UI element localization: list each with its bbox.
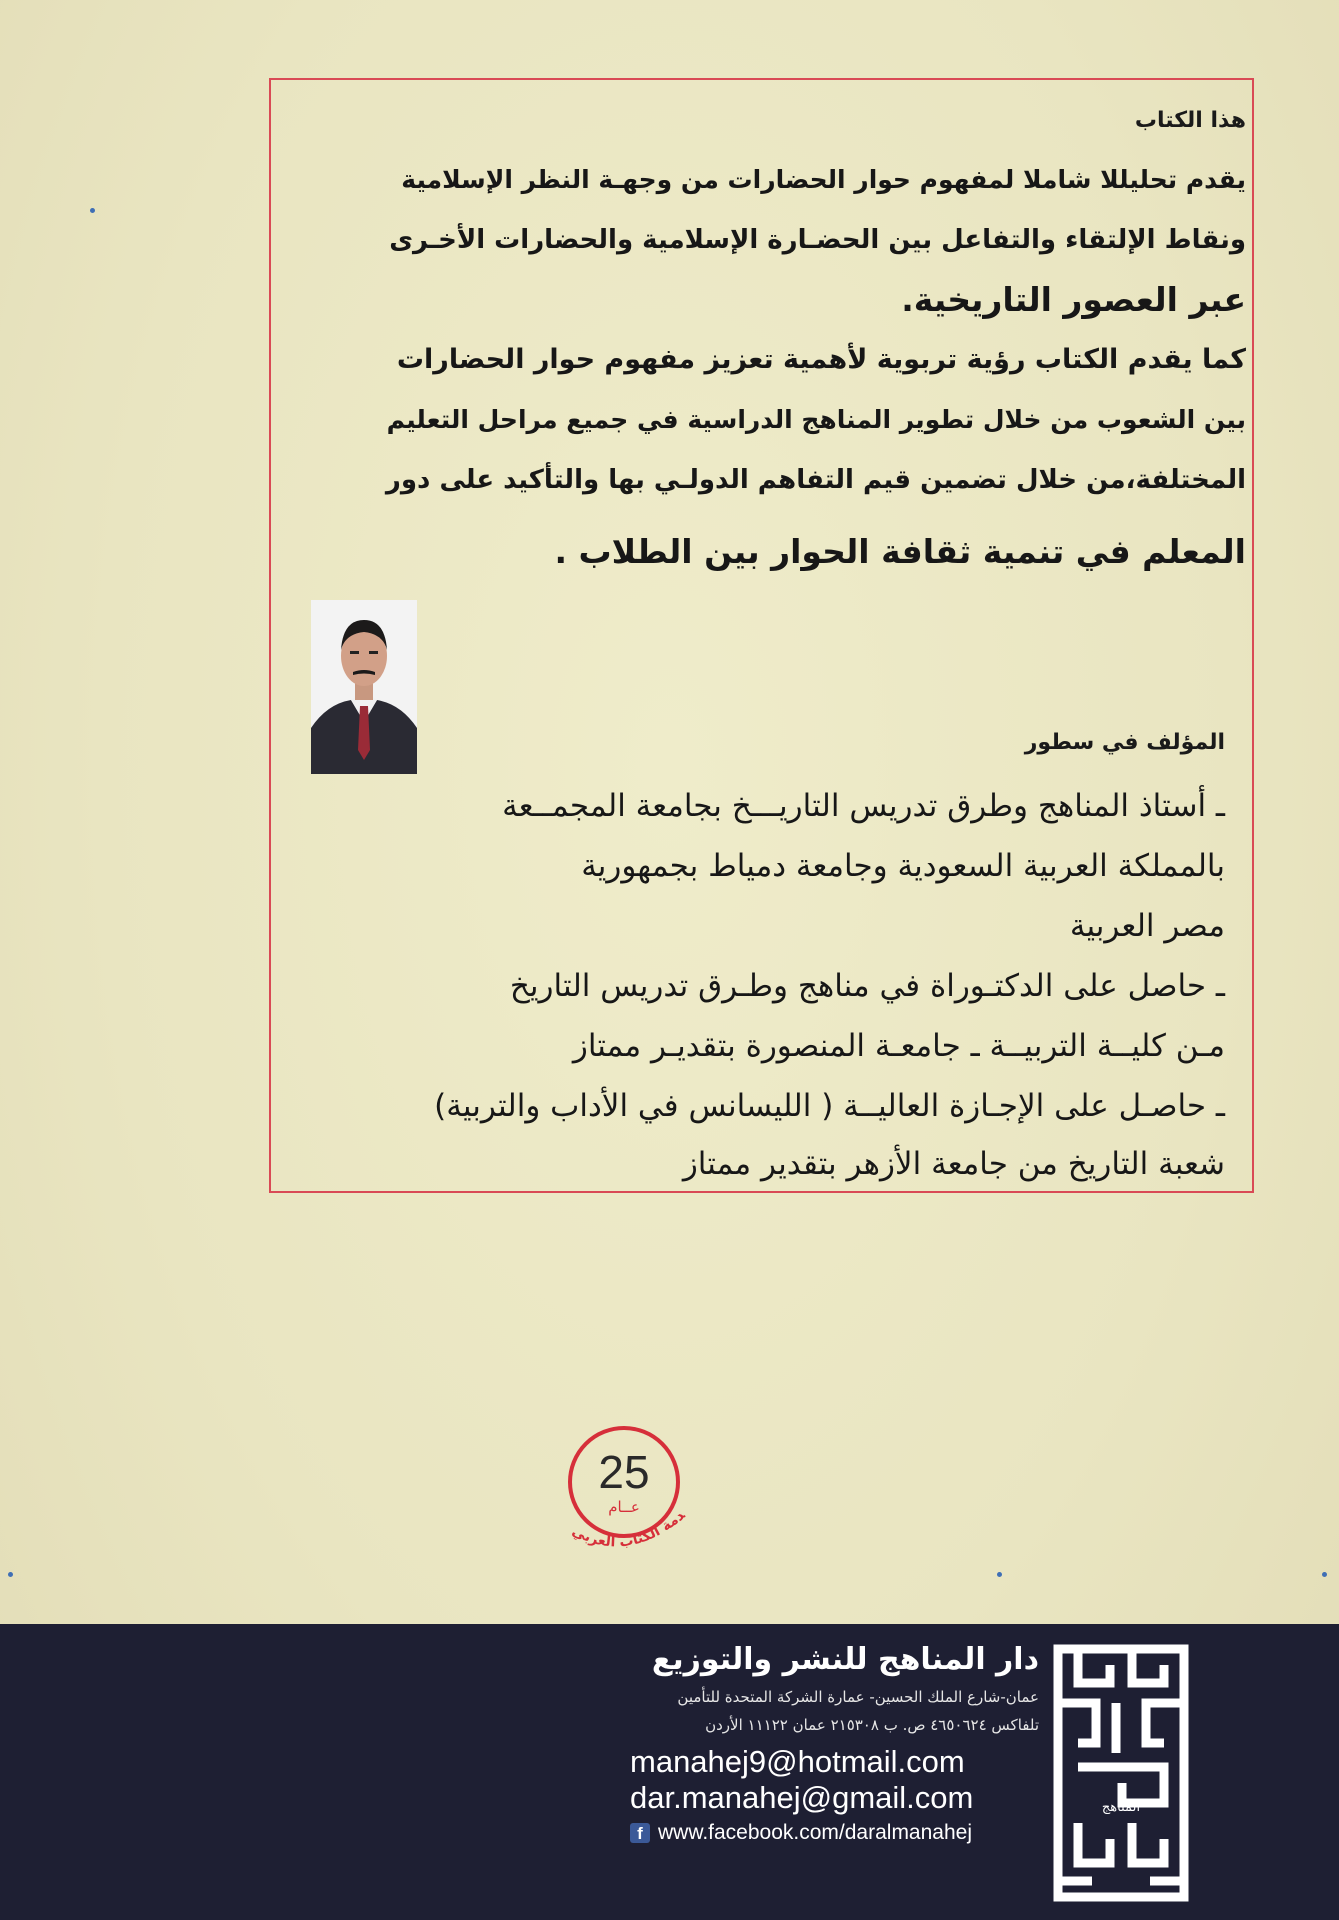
publisher-logo: [1052, 1643, 1190, 1903]
author-bio-line: ـ أستاذ المناهج وطرق تدريس التاريـــخ بجامعة المجمــعة: [502, 788, 1225, 824]
logo-text: المناهج: [1101, 1800, 1141, 1815]
author-bio-line: مصر العربية: [1069, 908, 1225, 944]
about-book-line: عبر العصور التاريخية.: [901, 280, 1246, 319]
anniversary-badge: [540, 1420, 700, 1570]
badge-slogan: دمة الكتاب العربي: [569, 1507, 689, 1551]
facebook-link[interactable]: [630, 1821, 972, 1845]
facebook-url: www.facebook.com/daralmanahej: [658, 1821, 972, 1844]
author-bio-line: شعبة التاريخ من جامعة الأزهر بتقدير ممتاز: [682, 1146, 1225, 1182]
author-bio-line: ـ حاصل على الدكتـوراة في مناهج وطـرق تدريس التاريخ: [509, 968, 1225, 1004]
paper-speck: [90, 208, 95, 213]
author-photo: [311, 600, 417, 774]
kufic-logo-icon: [1052, 1643, 1190, 1903]
about-book-line: يقدم تحليللا شاملا لمفهوم حوار الحضارات من وجهـة النظر الإسلامية: [401, 165, 1246, 194]
about-book-line: كما يقدم الكتاب رؤية تربوية لأهمية تعزيز مفهوم حوار الحضارات: [396, 344, 1246, 375]
author-bio-line: بالمملكة العربية السعودية وجامعة دمياط بجمهورية: [581, 848, 1225, 884]
about-book-line: المختلفة،من خلال تضمين قيم التفاهم الدولـي بها والتأكيد على دور: [385, 465, 1246, 495]
publisher-name: دار المناهج للنشر والتوزيع: [651, 1642, 1039, 1677]
author-bio-line: ـ حاصـل على الإجـازة العاليــة ( الليسانس في الأداب والتربية): [434, 1088, 1225, 1124]
author-portrait-illustration: [311, 600, 417, 774]
badge-unit: عــام: [608, 1498, 640, 1516]
paper-speck: [8, 1572, 13, 1577]
author-bio-line: مـن كليــة التربيــة ـ جامعـة المنصورة بتقديـر ممتاز: [572, 1028, 1225, 1064]
publisher-email-hotmail[interactable]: manahej9@hotmail.com: [630, 1744, 965, 1779]
publisher-phone: تلفاكس ٤٦٥٠٦٢٤ ص. ب ٢١٥٣٠٨ عمان ١١١٢٢ الأردن: [705, 1716, 1039, 1734]
about-book-line: بين الشعوب من خلال تطوير المناهج الدراسية في جميع مراحل التعليم: [386, 405, 1246, 434]
paper-speck: [1322, 1572, 1327, 1577]
anniversary-seal-icon: [540, 1420, 700, 1570]
publisher-address: عمان-شارع الملك الحسين- عمارة الشركة المتحدة للتأمين: [677, 1688, 1039, 1706]
about-book-title: هذا الكتاب: [1134, 108, 1246, 133]
facebook-icon: f: [630, 1823, 650, 1843]
author-title: المؤلف في سطور: [1024, 730, 1225, 755]
badge-number: 25: [598, 1446, 650, 1498]
about-book-line: ونقاط الإلتقاء والتفاعل بين الحضـارة الإسلامية والحضارات الأخـرى: [389, 225, 1246, 255]
about-book-line: المعلم في تنمية ثقافة الحوار بين الطلاب .: [554, 532, 1246, 571]
paper-speck: [997, 1572, 1002, 1577]
publisher-email-gmail[interactable]: dar.manahej@gmail.com: [630, 1780, 974, 1815]
